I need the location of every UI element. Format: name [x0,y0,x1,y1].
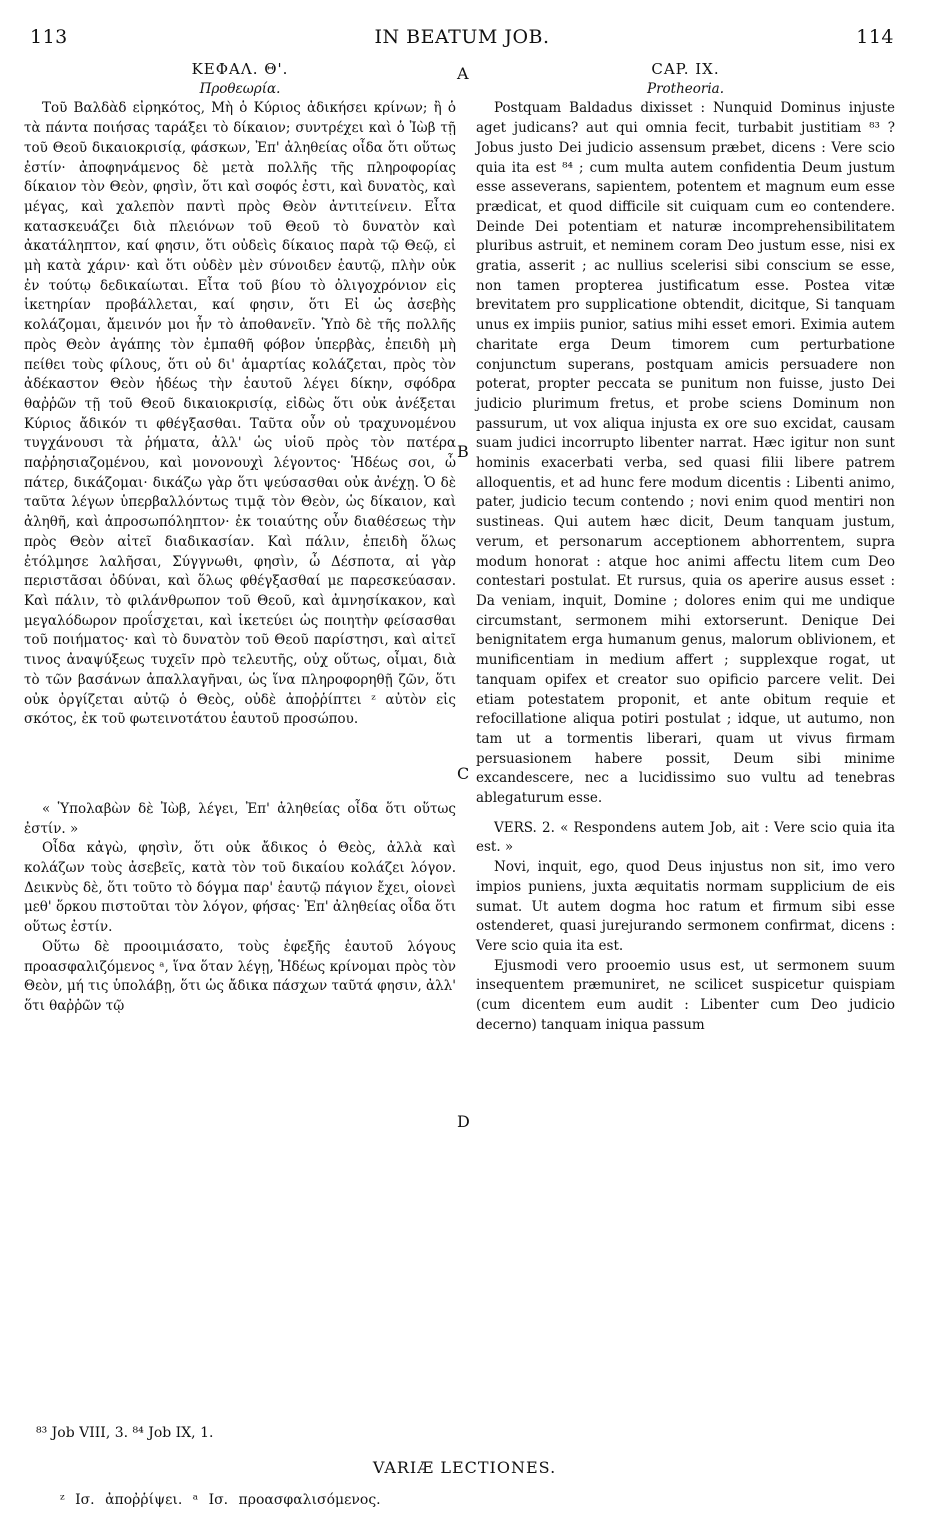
page-number-right: 114 [856,26,894,48]
greek-paragraph: Τοῦ Βαλδὰδ εἰρηκότος, Μὴ ὁ Κύριος ἀδικήσει κρίνων; ἢ ὁ τὰ πάντα ποιήσας ταράξει τὸ δίκαιον; συντρέχει καὶ ὁ Ἰὼβ τῇ τοῦ Θεοῦ δικαιοκρισίᾳ, φάσκων, Ἐπ' ἀληθείας οἶδα ὅτι οὕτως ἐστίν· ἀποφηνάμενος δὲ μετὰ πολλῆς τῆς πληροφορίας δίκαιον τὸν Θεὸν, φησὶν, ὅτι καὶ σοφός ἐστι, καὶ δυνατὸς, καὶ μέγας, καὶ χαλεπὸν παντὶ πρὸς Θεὸν ἀντιτείνειν. Εἶτα κατασκευάζει διὰ πλειόνων τοῦ Θεοῦ τὸ δυνατὸν καὶ ἀκατάληπτον, καί φησιν, ὅτι οὐδεὶς δίκαιος παρὰ τῷ Θεῷ, εἰ μὴ κατὰ χάριν· καὶ ὅτι οὐδὲν μὲν σύνοιδεν ἑαυτῷ, πλὴν οὐκ ἐν τούτῳ δεδικαίωται. Εἶτα τοῦ βίου τὸ ὀλιγοχρόνιον εἰς ἱκετηρίαν προβάλλεται, καί φησιν, ὅτι Εἰ ὡς ἀσεβὴς κολάζομαι, ἄμεινόν μοι ἦν τὸ ἀποθανεῖν. Ὑπὸ δὲ τῆς πολλῆς πρὸς Θεὸν ἀγάπης τὸν ἐμπαθῆ φόβον ὑπερβὰς, ἐπειδὴ μὴ πείθει τοὺς φίλους, ὅτι οὐ δι' ἁμαρτίας κολάζεται, πρὸς τὸν ἀδέκαστον Θεὸν ἡδέως τὴν ἑαυτοῦ λέγει δίκην, σφόδρα θαῤῥῶν τῇ τοῦ Θεοῦ δικαιοκρισίᾳ, εἰδὼς ὅτι οὐκ ἀνέξεται Κύριος ἄδικόν τι φθέγξασθαι. Ταῦτα οὖν οὐ τραχυνομένου τυγχάνουσι τὰ ῥήματα, ἀλλ' ὡς υἱοῦ πρὸς τὸν πατέρα παῤῥησιαζομένου, καὶ μονονουχὶ λέγοντος· Ἡδέως σοι, ὦ πάτερ, δικάζομαι· δικάζω γὰρ ὅτι ψεύσασθαι οὐκ ἀνέχῃ. Ὁ δὲ ταῦτα λέγων ὑπερβαλλόντως τιμᾷ τὸν Θεὸν, ὡς δίκαιον, καὶ ἀληθῆ, καὶ ἀπροσωπόληπτον· ἐκ τοιαύτης οὖν διαθέσεως τὴν πρὸς Θεὸν αἰτεῖ διαδικασίαν. Καὶ πάλιν, ἐπειδὴ ὅλως ἐτόλμησε λαλῆσαι, Σύγγνωθι, φησὶν, ὦ Δέσποτα, αἱ γὰρ περιστᾶσαι ὀδύναι, καὶ ὅλως φθέγξασθαί με παρεσκεύασαν. Καὶ πάλιν, τὸ φιλάνθρωπον τοῦ Θεοῦ, καὶ ἀμνησίκακον, καὶ μεγαλόδωρον προΐσχεται, καὶ ἱκετεύει ὡς ποιητὴν φείσασθαι τοῦ ποιήματος· καὶ τὸ δυνατὸν τοῦ Θεοῦ παρίστησι, καὶ αἰτεῖ τινος ἀναψύξεως τυχεῖν πρὸ τελευτῆς, οὐχ οὕτως, οἶμαι, διὰ τὸ τῶν βασάνων ἀπαλλαγῆναι, ὡς ἵνα πληροφορηθῇ ζῶν, ὅτι οὐκ ὀργίζεται αὐτῷ ὁ Θεὸς, οὐδὲ ἀποῤῥίπτει ᶻ αὐτὸν εἰς σκότος, ἐκ τοῦ φωτεινοτάτου ἑαυτοῦ προσώπου. [24,100,456,728]
margin-letter-c: C [457,764,470,783]
greek-chapter-heading: ΚΕΦΑΛ. Θ'. [191,60,289,78]
margin-letter-b: B [457,442,469,461]
greek-verse-lemma: « Ὑπολαβὼν δὲ Ἰὼβ, λέγει, Ἐπ' ἀληθείας οἶδα ὅτι οὕτως ἐστίν. » [24,800,456,837]
latin-verse-lemma: VERS. 2. « Respondens autem Job, ait : Vere scio quia ita est. » [476,819,895,856]
latin-paragraph: Novi, inquit, ego, quod Deus injustus non sit, imo vero impios puniens, juxta æquitatis normam supplicium de eis sumat. Ut autem dogma hoc ratum et firmum sibi esse ostenderet, quasi jurejurando sermonem confirmat, dicens : Vere scio quia ita est. [476,859,895,954]
variae-lectiones-text: ᶻ Ισ. ἀποῤῥίψει. ᵃ Ισ. προασφαλισόμενος. [60,1492,381,1508]
margin-letter-a: A [457,64,469,83]
greek-column [24,60,456,1017]
greek-paragraph: Οἶδα κἀγὼ, φησὶν, ὅτι οὐκ ἄδικος ὁ Θεὸς, ἀλλὰ καὶ κολάζων τοὺς ἀσεβεῖς, κατὰ τὸν τοῦ δικαίου κολάζει λόγον. Δεικνὺς δὲ, ὅτι τοῦτο τὸ δόγμα παρ' ἑαυτῷ πάγιον ἔχει, οἱονεὶ μεθ' ὅρκου πιστοῦται τὸν λόγον, φήσας· Ἐπ' ἀληθείας οἶδα ὅτι οὕτως ἐστίν. [24,840,456,936]
latin-section-title: Protheoria. [646,80,724,97]
page-number-left: 113 [30,26,68,48]
running-title: IN BEATUM JOB. [374,26,550,48]
greek-section-title: Προθεωρία. [199,80,281,97]
latin-column [476,60,895,1035]
running-header [30,26,894,56]
footnotes: ⁸³ Job VIII, 3. ⁸⁴ Job IX, 1. [36,1425,214,1441]
latin-paragraph: Postquam Baldadus dixisset : Nunquid Dominus injuste aget judicans? aut qui omnia fecit, turbabit justitiam ⁸³ ? Jobus justo Dei judicio assensum præbet, dicens : Vere scio quia ita est ⁸⁴ ; cum multa autem confidentia Deum justum esse asseverans, sapientem, potentem et magnum eum esse prædicat, et quod difficile sit cuiquam cum eo contendere. Deinde Dei potentiam et naturæ incomprehensibilitatem pluribus astruit, et neminem coram Deo justum esse, nisi ex gratia, asserit ; ac nullius scelerisi sibi conscium se esse, non tamen propterea justificatum esse. Postea vitæ brevitatem pro supplicatione obtendit, dicitque, Si tanquam unus ex impiis punior, satius mihi esset emori. Eximia autem charitate erga Deum timorem cum perturbatione conjunctum superans, postquam amicis persuadere non poterat, propter peccata se punitum non fuisse, justo Dei judicio plurimum fretus, et probe sciens Dominum non passurum, ut vox aliqua injusta ex ore suo excidat, causam suam judici incorrupto libenter narrat. Hæc igitur non sunt hominis exacerbati verba, sed quasi filii libere patrem alloquentis, et ad hunc fere modum dicentis : Libenti animo, pater, judicio tecum contendo ; novi enim quod mentiri non sustineas. Qui autem hæc dicit, Deum tanquam justum, verum, et personarum acceptionem abhorrentem, supra modum honorat : atque hoc animi affectu litem cum Deo contestari postulat. Et rursus, quia os aperire ausus esset : Da veniam, inquit, Domine ; dolores enim qui me undique circumstant, sermonem mihi extorserunt. Denique Dei benignitatem erga humanum genus, malorum oblivionem, et munificentiam in medium affert ; supplexque rogat, ut tanquam opifex et creator suo opificio parcere velit. Dei etiam potestatem proponit, et ante obitum requie et refocillatione aliqua potiri postulat ; idque, ut autumo, non tam ut a tormentis liberari, quam ut vivus firmam persuasionem habere possit, Deum sibi minime excandescere, nec a lucidissimo suo vultu ad tenebras ablegaturum esse. [476,100,895,807]
greek-paragraph: Οὕτω δὲ προοιμιάσατο, τοὺς ἐφεξῆς ἑαυτοῦ λόγους προασφαλιζόμενος ᵃ, ἵνα ὅταν λέγῃ, Ἡδέως κρίνομαι πρὸς τὸν Θεὸν, μή τις ὑπολάβῃ, ὅτι ὡς ἄδικα πάσχων ταῦτά φησιν, ἀλλ' ὅτι θαῤῥῶν τῷ [24,938,456,1014]
margin-letter-d: D [457,1112,470,1131]
latin-paragraph: Ejusmodi vero prooemio usus est, ut sermonem suum insequentem præmuniret, ne scilicet suspicetur quispiam (cum dicentem eum audit : Libenter cum Deo judicio decerno) tanquam iniqua passum [476,957,895,1033]
latin-chapter-heading: CAP. IX. [651,60,720,78]
variae-lectiones-title: VARIÆ LECTIONES. [372,1458,557,1477]
